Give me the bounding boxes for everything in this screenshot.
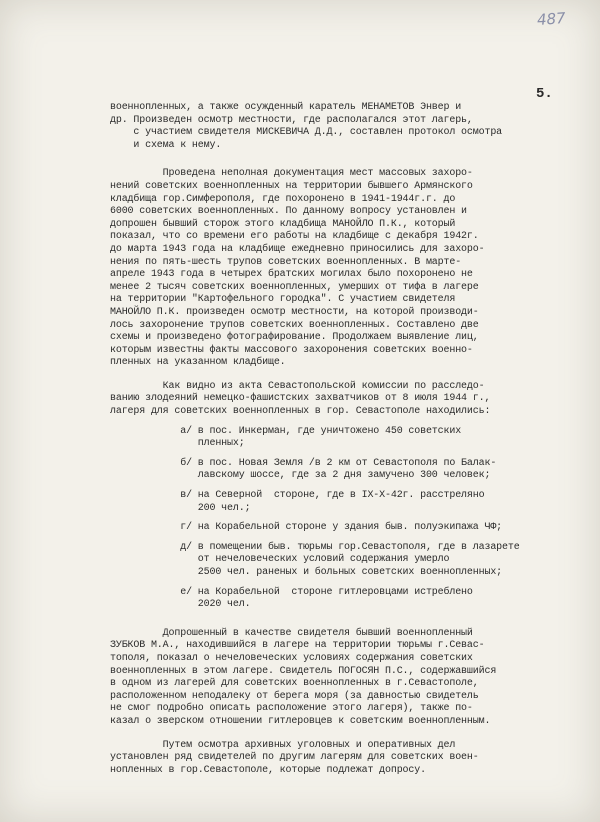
text-line: в одном из лагерей для советских военнопленных в г.Севастополе, [110, 678, 479, 690]
text-line: которым известны факты массового захоронения советских военно- [110, 344, 473, 356]
text-line: нопленных в гор.Севастополе, которые подлежат допросу. [110, 764, 426, 776]
text-line: Проведена неполная документация мест массовых захоро- [110, 168, 473, 180]
text-line: допрошен бывший сторож этого кладбища МАНОЙЛО П.К., который [110, 218, 456, 230]
text-line: военнопленных, а также осужденный каратель МЕНАМЕТОВ Энвер и [110, 102, 462, 113]
text-line: и схема к нему. [110, 139, 222, 151]
text-line: схемы и произведено фотографирование. Продолжаем выявление лиц, [110, 332, 479, 344]
text-line: 6000 советских военнопленных. По данному вопросу установлен и [110, 206, 467, 218]
paragraph-sevastopol-commission [110, 381, 572, 419]
text-line: тополя, показал о нечеловеческих условиях содержания советских [110, 652, 473, 664]
list-item-g [110, 522, 572, 535]
text-line: МАНОЙЛО П.К. произведен осмотр местности, на которой производи- [110, 306, 479, 318]
text-line: от нечеловеческих условий содержания умерло [110, 554, 450, 566]
list-item-v [110, 490, 572, 515]
text-line: лось захоронение трупов советских военнопленных. Составлено две [110, 319, 479, 331]
text-line: на территории "Картофельного городка". С участием свидетеля [110, 294, 456, 306]
text-line: менее 2 тысяч советских военнопленных, умерших от тифа в лагере [110, 281, 479, 293]
text-line: военнопленных в этом лагере. Свидетель ПОГОСЯН П.С., содержавшийся [110, 665, 497, 677]
text-line: 2020 чел. [110, 599, 251, 611]
paragraph-archive-review [110, 740, 572, 778]
text-line: до марта 1943 года на кладбище ежедневно приносились для захоро- [110, 243, 485, 255]
text-line: а/ в пос. Инкерман, где уничтожено 450 советских [110, 425, 462, 437]
paragraph-witness-zubkov [110, 628, 572, 729]
paragraph-camp-inspection [110, 102, 572, 152]
text-line: д/ в помещении быв. тюрьмы гор.Севастополя, где в лазарете [110, 541, 520, 553]
text-line: в/ на Северной стороне, где в IХ-Х-42г. расстреляно [110, 490, 485, 502]
text-line: ванию злодеяний немецко-фашистских захватчиков от 8 июля 1944 г., [110, 393, 491, 405]
text-line: пленных на указанном кладбище. [110, 357, 286, 369]
text-line: кладбища гор.Симферополя, где похоронено в 1941-1944г.г. до [110, 193, 456, 205]
text-line: апреле 1943 года в четырех братских могилах было похоронено не [110, 269, 473, 281]
text-line: Допрошенный в качестве свидетеля бывший военнопленный [110, 627, 473, 639]
text-line: установлен ряд свидетелей по другим лагерям для советских воен- [110, 752, 479, 764]
text-line: 2500 чел. раненых и больных советских военнопленных; [110, 567, 503, 578]
text-line: е/ на Корабельной стороне гитлеровцами истреблено [110, 586, 473, 598]
text-line: Как видно из акта Севастопольской комиссии по расследо- [110, 380, 485, 392]
text-line: б/ в пос. Новая Земля /в 2 км от Севастополя по Балак- [110, 457, 497, 469]
list-item-b [110, 458, 572, 483]
text-line: казал о зверском отношении гитлеровцев к советским военнопленным. [110, 715, 491, 727]
text-line: показал, что со времени его работы на кладбище с декабря 1942г. [110, 231, 479, 243]
text-line: Путем осмотра архивных уголовных и оперативных дел [110, 739, 456, 751]
page-number: 5. [536, 86, 553, 102]
text-line: не смог подробно описать расположение этого лагеря), также по- [110, 703, 473, 715]
list-item-e [110, 587, 572, 612]
text-line: с участием свидетеля МИСКЕВИЧА Д.Д., составлен протокол осмотра [110, 127, 503, 139]
text-line: г/ на Корабельной стороне у здания быв. полуэкипажа ЧФ; [110, 522, 503, 534]
list-item-d [110, 542, 572, 580]
paragraph-simferopol-cemetery [110, 168, 572, 370]
text-line: ЗУБКОВ М.А., находившийся в лагере на территории тюрьмы г.Севас- [110, 640, 485, 652]
text-line: расположенном неподалеку от берега моря (за давностью свидетель [110, 690, 479, 702]
text-line: нений советских военнопленных на территории бывшего Армянского [110, 180, 473, 192]
list-item-a [110, 426, 572, 451]
archive-folio-number: 487 [536, 9, 567, 29]
text-line: лавскому шоссе, где за 2 дня замучено 300 человек; [110, 470, 491, 482]
document-body [110, 102, 572, 777]
text-line: 200 чел.; [110, 502, 251, 514]
text-line: др. Произведен осмотр местности, где располагался этот лагерь, [110, 114, 473, 126]
text-line: лагеря для советских военнопленных в гор. Севастополе находились: [110, 406, 491, 418]
text-line: нения по пять-шесть трупов советских военнопленных. В марте- [110, 256, 462, 268]
text-line: пленных; [110, 438, 245, 450]
